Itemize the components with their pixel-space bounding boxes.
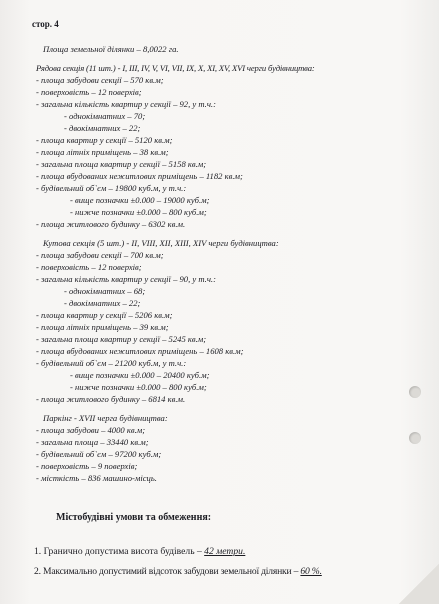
- page-number: стор. 4: [32, 19, 59, 29]
- list-item: - площа квартир у секції – 5120 кв.м;: [36, 135, 173, 145]
- list-item: - загальна кількість квартир у секції – 92, у т.ч.:: [36, 99, 216, 109]
- list-item: - площа вбудованих нежитлових приміщень – 1608 кв.м;: [36, 346, 244, 356]
- punch-hole-icon: [409, 386, 421, 398]
- condition-value: 42 метри.: [204, 546, 246, 557]
- section-title-corner: Кутова секція (5 шт.) - ІІ, VІІІ, ХІІ, ХІІІ, ХІV черги будівництва:: [43, 238, 279, 248]
- list-item: - площа забудови секції – 700 кв.м;: [36, 250, 164, 260]
- list-item: - вище позначки ±0.000 – 19000 куб.м;: [70, 195, 210, 205]
- list-item: - поверховість – 12 поверхів;: [36, 262, 142, 272]
- list-item: - нижче позначки ±0.000 – 800 куб.м;: [70, 207, 207, 217]
- list-item: - однокімнатних – 68;: [64, 286, 146, 296]
- list-item: - нижче позначки ±0.000 – 800 куб.м;: [70, 382, 207, 392]
- list-item: - площа вбудованих нежитлових приміщень – 1182 кв.м;: [36, 171, 243, 181]
- condition-value: 60 %.: [300, 566, 322, 577]
- section-title-row: Рядова секція (11 шт.) - І, ІІІ, ІV, V, VІ, VІІ, ІХ, Х, ХІ, ХV, ХVІ черги будівництва:: [36, 63, 315, 73]
- list-item: - площа забудови – 4000 кв.м;: [36, 425, 146, 435]
- list-item: - двокімнатних – 22;: [64, 298, 141, 308]
- list-item: - будівельний об`єм – 21200 куб.м, у т.ч.:: [36, 358, 187, 368]
- list-item: - вище позначки ±0.000 – 20400 куб.м;: [70, 370, 210, 380]
- list-item: - площа житлового будинку – 6814 кв.м.: [36, 394, 186, 404]
- list-item: - загальна площа квартир у секції – 5158 кв.м;: [36, 159, 207, 169]
- list-item: - будівельний об`єм – 97200 куб.м;: [36, 449, 162, 459]
- list-item: - загальна площа – 33440 кв.м;: [36, 437, 149, 447]
- list-item: - місткість – 836 машино-місць.: [36, 473, 157, 483]
- conditions-heading: Містобудівні умови та обмеження:: [56, 512, 212, 523]
- list-item: - поверховість – 12 поверхів;: [36, 87, 142, 97]
- list-item: - загальна кількість квартир у секції – 90, у т.ч.:: [36, 274, 216, 284]
- list-item: - площа літніх приміщень – 38 кв.м;: [36, 147, 169, 157]
- section-title-parking: Паркінг - ХVІІ черга будівництва:: [43, 413, 168, 423]
- page-corner: [399, 564, 439, 604]
- list-item: - площа квартир у секції – 5206 кв.м;: [36, 310, 173, 320]
- condition-text: 1. Гранично допустима висота будівель –: [34, 546, 205, 557]
- list-item: - однокімнатних – 70;: [64, 111, 146, 121]
- punch-hole-icon: [409, 432, 421, 444]
- list-item: - площа житлового будинку – 6302 кв.м.: [36, 219, 186, 229]
- list-item: - двокімнатних – 22;: [64, 123, 141, 133]
- condition-text: 2. Максимально допустимий відсоток забудови земельної ділянки –: [34, 566, 301, 577]
- list-item: - будівельний об`єм – 19800 куб.м, у т.ч.:: [36, 183, 187, 193]
- list-item: - загальна площа квартир у секції – 5245 кв.м;: [36, 334, 207, 344]
- land-area-line: Площа земельної ділянки – 8,0022 га.: [43, 44, 179, 54]
- list-item: - поверховість – 9 поверхів;: [36, 461, 138, 471]
- list-item: - площа забудови секції – 570 кв.м;: [36, 75, 164, 85]
- condition-max-height: [34, 546, 245, 558]
- list-item: - площа літніх приміщень – 39 кв.м;: [36, 322, 169, 332]
- condition-max-coverage: [34, 566, 322, 578]
